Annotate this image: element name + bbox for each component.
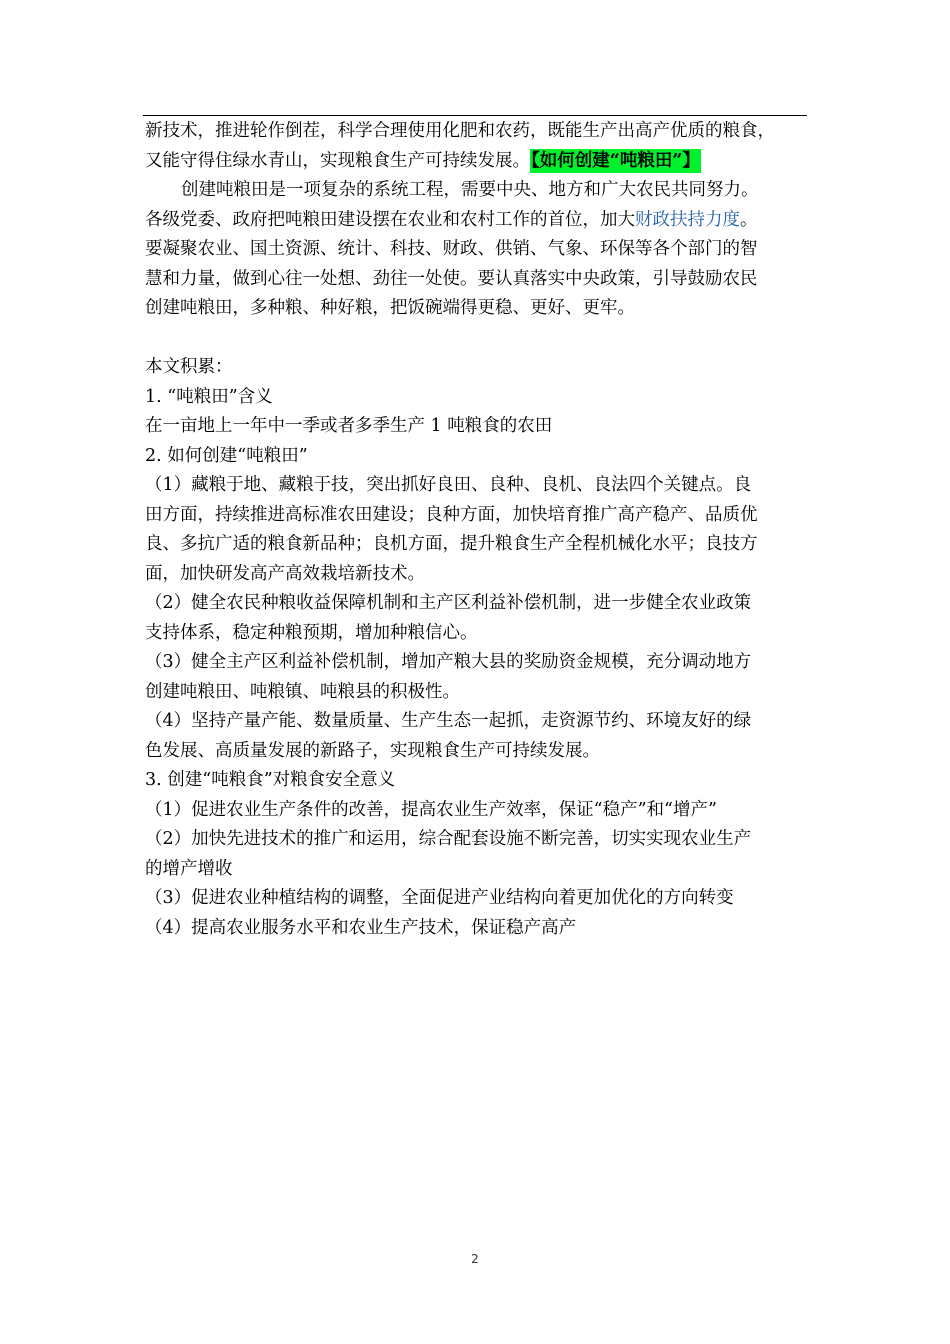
section-3-item-4: （4）提高农业服务水平和农业生产技术，保证稳产高产 [145,917,577,938]
section-1-title: 1. “吨粮田”含义 [145,386,273,407]
text-line: （3）健全主产区利益补偿机制，增加产粮大县的奖励资金规模，充分调动地方 [145,652,752,672]
text-line: 要凝聚农业、国土资源、统计、科技、财政、供销、气象、环保等各个部门的智 [145,239,758,259]
page-number: 2 [471,1252,479,1266]
text-line: 色发展、高质量发展的新路子，实现粮食生产可持续发展。 [145,740,600,761]
text-line: 慧和力量，做到心往一处想、劲往一处使。要认真落实中央政策，引导鼓励农民 [145,268,758,289]
text-span: 。 [740,209,758,230]
section-3-item-2 [145,825,807,884]
text-span: 各级党委、政府把吨粮田建设摆在农业和农村工作的首位，加大 [145,209,635,230]
text-line: 良、多抗广适的粮食新品种；良机方面，提升粮食生产全程机械化水平；良技方 [145,534,758,554]
text-line: （2）健全农民种粮收益保障机制和主产区利益补偿机制，进一步健全农业政策 [145,593,752,613]
section-2-item-2 [145,589,807,648]
section-2-item-3 [145,648,807,707]
notes-heading: 本文积累： [145,357,233,377]
text-line: 面，加快研发高产高效栽培新技术。 [145,563,425,584]
text-line: 田方面，持续推进高标准农田建设；良种方面，加快培育推广高产稳产、品质优 [145,504,758,525]
text-line [145,206,807,236]
section-1-body: 在一亩地上一年中一季或者多季生产 1 吨粮食的农田 [145,416,553,436]
fiscal-support-link[interactable]: 财政扶持力度 [635,209,740,230]
text-line: 创建吨粮田，多种粮、种好粮，把饭碗端得更稳、更好、更牢。 [145,298,635,318]
text-line: （2）加快先进技术的推广和运用，综合配套设施不断完善，切实实现农业生产 [145,829,752,849]
highlighted-heading: 【如何创建“吨粮田”】 [531,150,700,171]
section-3-item-3: （3）促进农业种植结构的调整，全面促进产业结构向着更加优化的方向转变 [145,888,734,908]
text-line: 支持体系，稳定种粮预期，增加种粮信心。 [145,622,478,643]
notes-section [145,353,807,943]
text-line: （4）坚持产量产能、数量质量、生产生态一起抓，走资源节约、环境友好的绿 [145,711,752,731]
text-line: 创建吨粮田是一项复杂的系统工程，需要中央、地方和广大农民共同努力。 [181,180,759,200]
text-line: 的增产增收 [145,858,233,879]
text-line: （1）藏粮于地、藏粮于技，突出抓好良田、良种、良机、良法四个关键点。良 [145,475,752,495]
paragraph-create-ton-grain-field [145,176,807,324]
text-line: 新技术，推进轮作倒茬，科学合理使用化肥和农药，既能生产出高产优质的粮食， [145,121,775,141]
section-3-title: 3. 创建“吨粮食”对粮食安全意义 [145,770,396,790]
text-span: 又能守得住绿水青山，实现粮食生产可持续发展。 [145,150,530,171]
document-body [145,117,807,943]
paragraph-continuation [145,117,807,176]
text-line [145,147,807,177]
section-2-title: 2. 如何创建“吨粮田” [145,445,308,466]
blank-line [145,324,807,354]
section-2-item-1 [145,471,807,589]
header-rule [143,115,807,116]
section-3-item-1: （1）促进农业生产条件的改善，提高农业生产效率，保证“稳产”和“增产” [145,799,717,820]
text-line: 创建吨粮田、吨粮镇、吨粮县的积极性。 [145,681,460,702]
section-2-item-4 [145,707,807,766]
